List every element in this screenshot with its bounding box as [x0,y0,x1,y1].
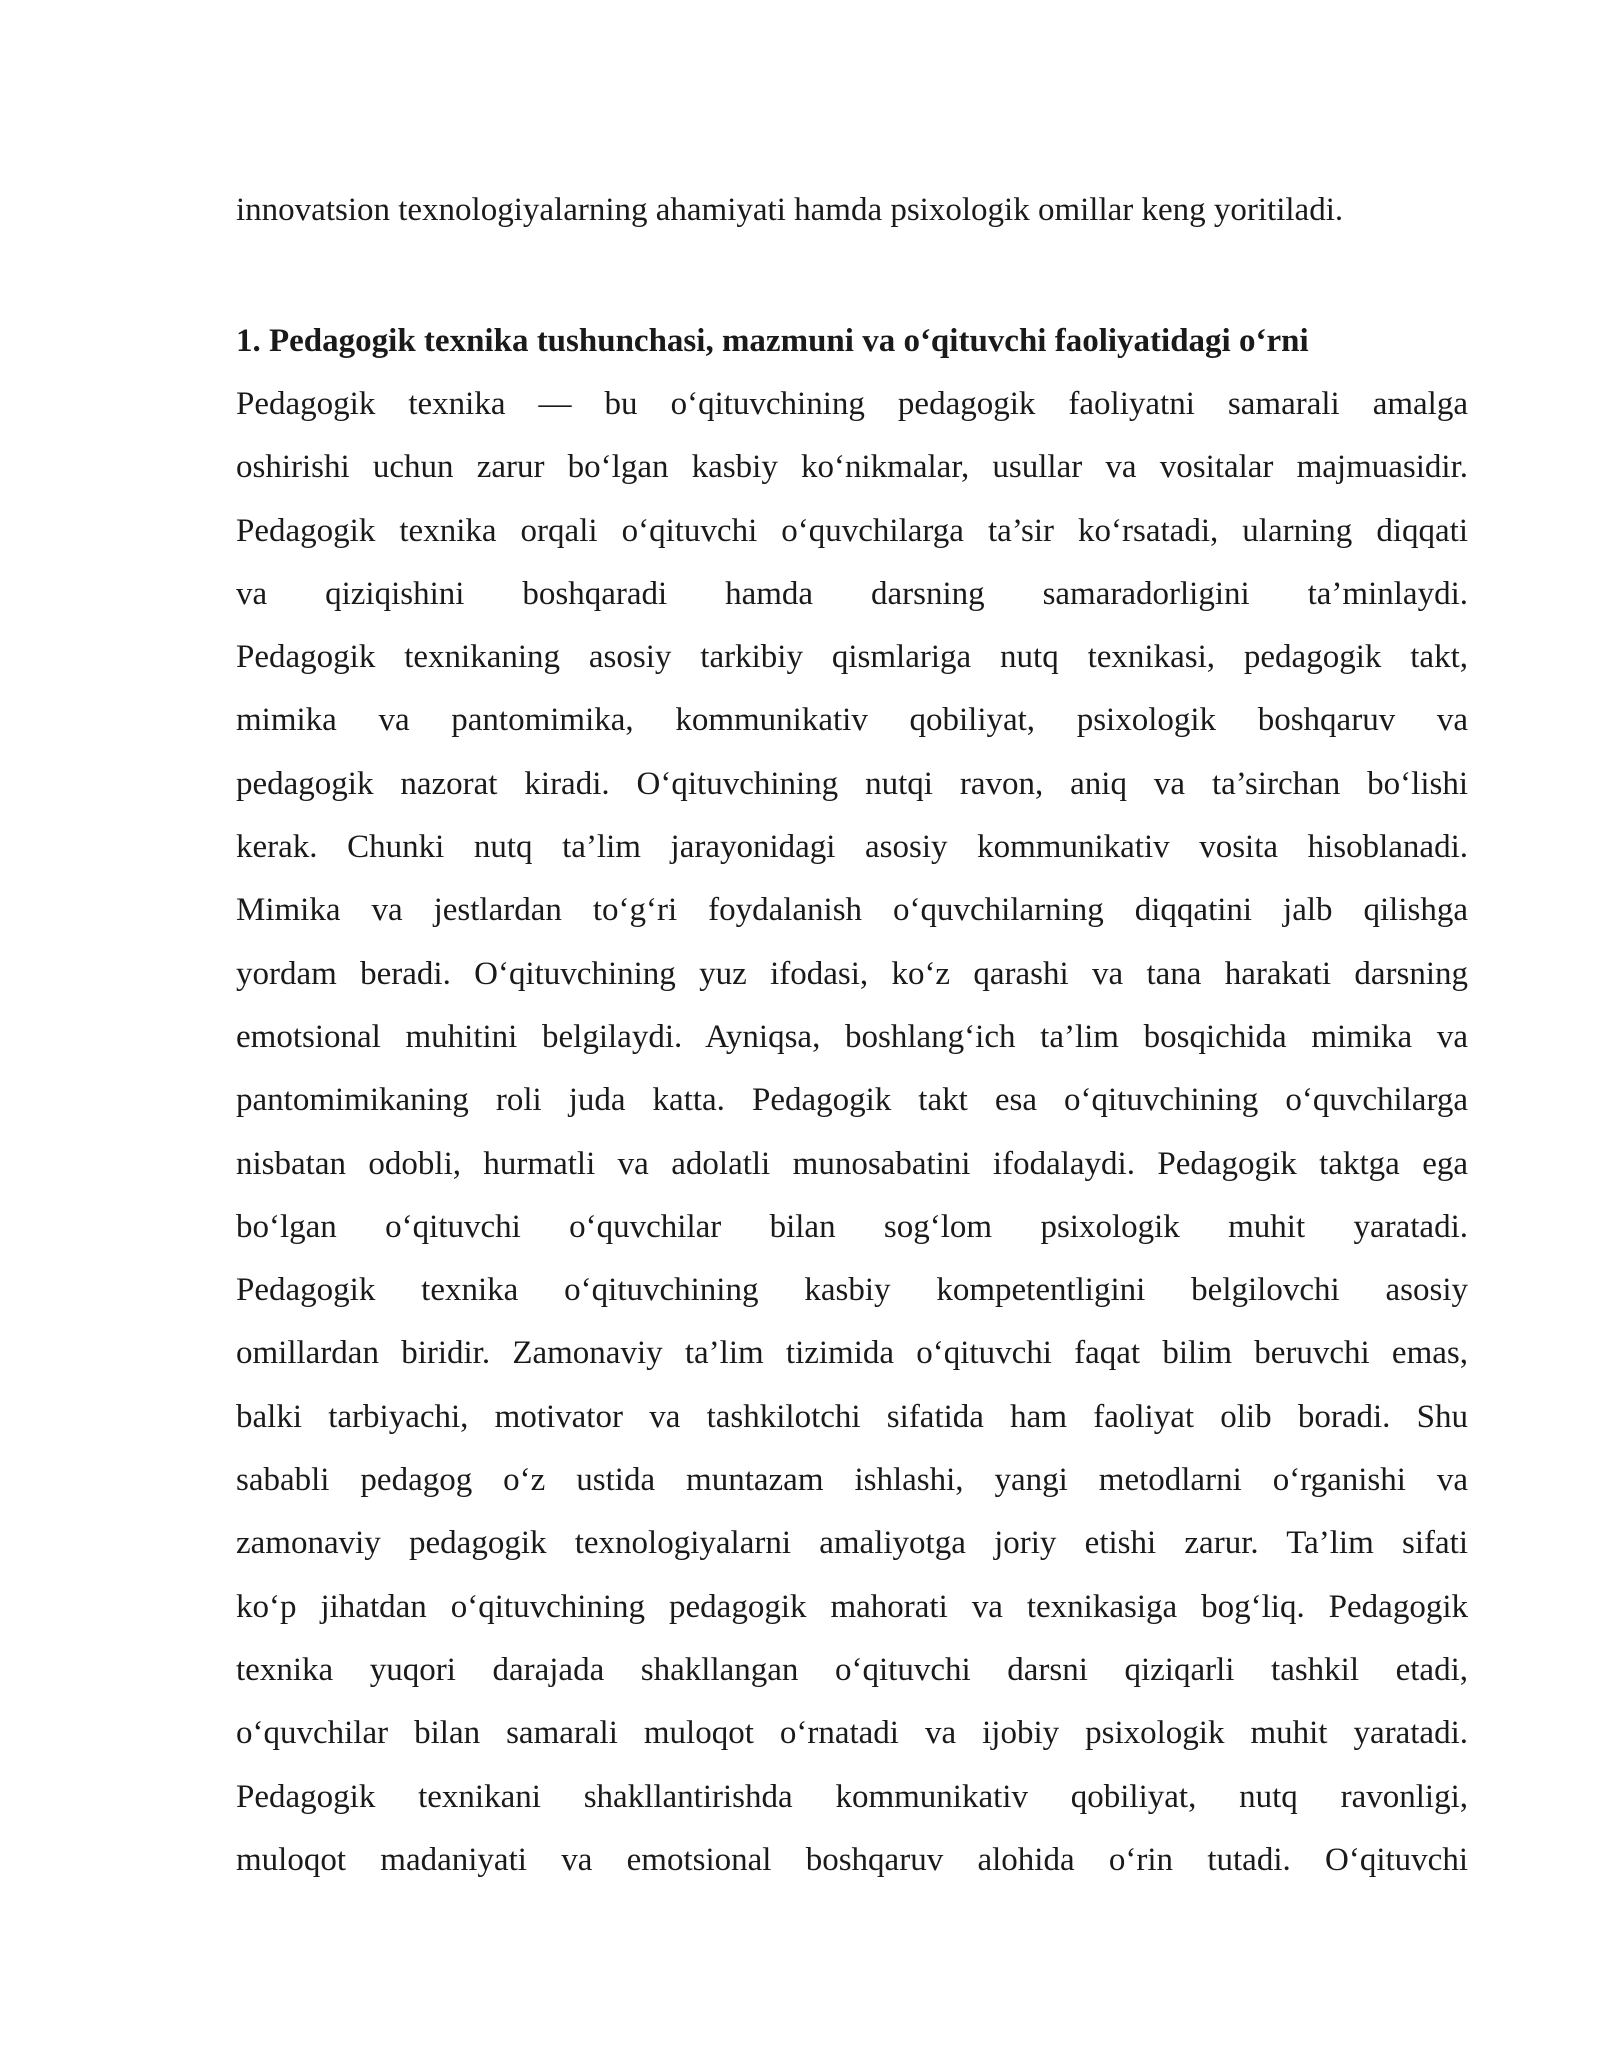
paragraph-line: omillardan biridir. Zamonaviy ta’lim tizimida o‘qituvchi faqat bilim beruvchi emas, [236,1335,1468,1372]
paragraph-line: va qiziqishini boshqaradi hamda darsning samaradorligini ta’minlaydi. [236,575,1468,612]
paragraph-line: Pedagogik texnika o‘qituvchining kasbiy kompetentligini belgilovchi asosiy [236,1272,1468,1309]
paragraph-line: Pedagogik texnikani shakllantirishda kommunikativ qobiliyat, nutq ravonligi, [236,1778,1468,1815]
paragraph-line: emotsional muhitini belgilaydi. Ayniqsa, boshlang‘ich ta’lim bosqichida mimika va [236,1018,1468,1055]
paragraph-line: sababli pedagog o‘z ustida muntazam ishlashi, yangi metodlarni o‘rganishi va [236,1462,1468,1499]
paragraph-line: yordam beradi. O‘qituvchining yuz ifodasi, ko‘z qarashi va tana harakati darsning [236,955,1468,992]
paragraph-line: Pedagogik texnika — bu o‘qituvchining pedagogik faoliyatni samarali amalga [236,386,1468,422]
paragraph-line: pantomimikaning roli juda katta. Pedagogik takt esa o‘qituvchining o‘quvchilarga [236,1082,1468,1119]
paragraph-line: pedagogik nazorat kiradi. O‘qituvchining nutqi ravon, aniq va ta’sirchan bo‘lishi [236,765,1468,802]
paragraph-line: o‘quvchilar bilan samarali muloqot o‘rnatadi va ijobiy psixologik muhit yaratadi. [236,1715,1468,1752]
paragraph-line: kerak. Chunki nutq ta’lim jarayonidagi asosiy kommunikativ vosita hisoblanadi. [236,829,1468,866]
section-heading: 1. Pedagogik texnika tushunchasi, mazmuni va o‘qituvchi faoliyatidagi o‘rni [236,323,1309,359]
body-paragraph [236,373,1468,1892]
paragraph-line: Pedagogik texnika orqali o‘qituvchi o‘quvchilarga ta’sir ko‘rsatadi, ularning diqqati [236,512,1468,549]
paragraph-line: Pedagogik texnikaning asosiy tarkibiy qismlariga nutq texnikasi, pedagogik takt, [236,639,1468,676]
paragraph-line: Mimika va jestlardan to‘g‘ri foydalanish o‘quvchilarning diqqatini jalb qilishga [236,892,1468,929]
lead-line: innovatsion texnologiyalarning ahamiyati hamda psixologik omillar keng yoritiladi. [236,192,1344,228]
paragraph-line: mimika va pantomimika, kommunikativ qobiliyat, psixologik boshqaruv va [236,702,1468,739]
paragraph-line: nisbatan odobli, hurmatli va adolatli munosabatini ifodalaydi. Pedagogik taktga ega [236,1145,1468,1182]
paragraph-line: balki tarbiyachi, motivator va tashkilotchi sifatida ham faoliyat olib boradi. Shu [236,1398,1468,1435]
paragraph-line: bo‘lgan o‘qituvchi o‘quvchilar bilan sog‘lom psixologik muhit yaratadi. [236,1208,1468,1245]
paragraph-line: texnika yuqori darajada shakllangan o‘qituvchi darsni qiziqarli tashkil etadi, [236,1651,1468,1688]
paragraph-line: zamonaviy pedagogik texnologiyalarni amaliyotga joriy etishi zarur. Ta’lim sifati [236,1525,1468,1562]
paragraph-line: muloqot madaniyati va emotsional boshqaruv alohida o‘rin tutadi. O‘qituvchi [236,1841,1468,1878]
paragraph-line: oshirishi uchun zarur bo‘lgan kasbiy ko‘nikmalar, usullar va vositalar majmuasidir. [236,449,1468,486]
paragraph-line: ko‘p jihatdan o‘qituvchining pedagogik mahorati va texnikasiga bog‘liq. Pedagogik [236,1588,1468,1625]
